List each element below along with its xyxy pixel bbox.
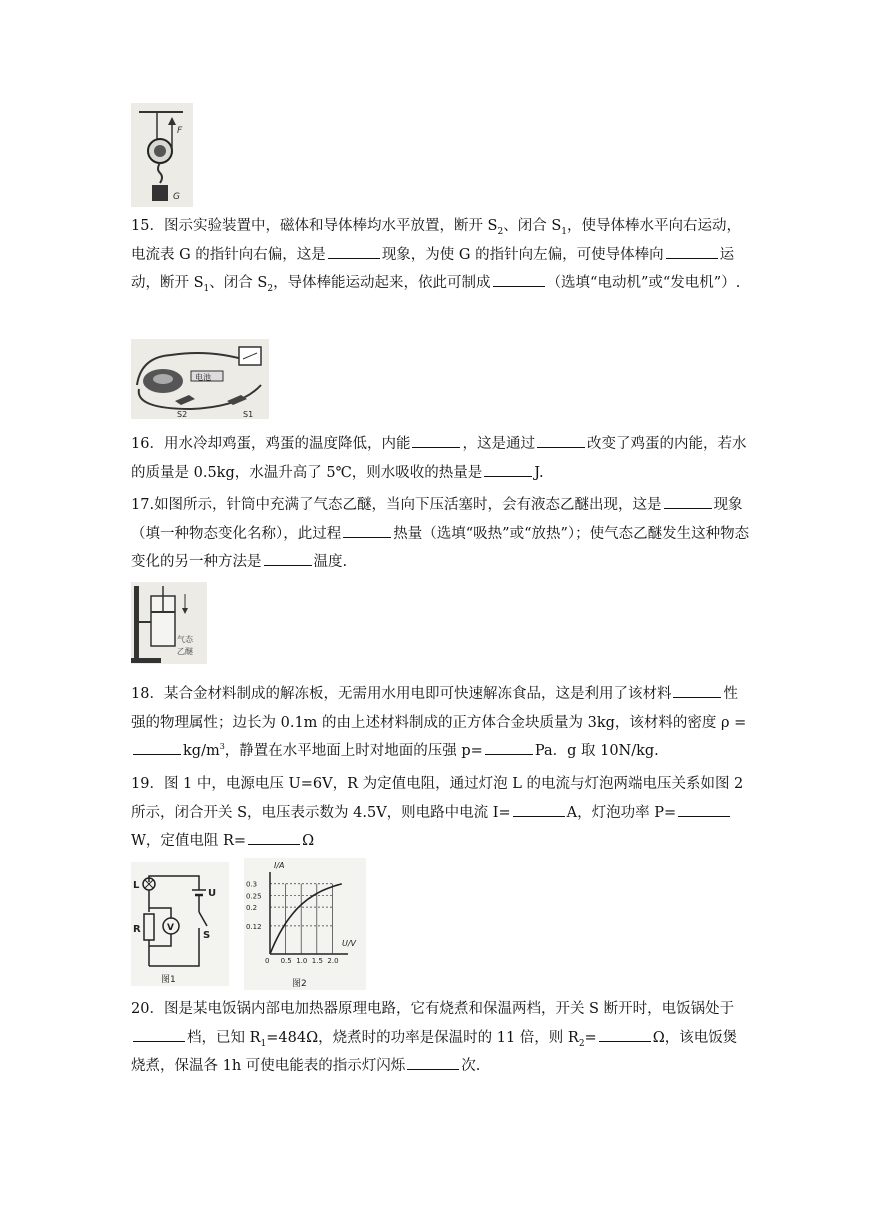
question-17: 17.如图所示，针筒中充满了气态乙醚，当向下压活塞时，会有液态乙醚出现，这是 现象（填一种物态变化名称），此过程 热量（选填“吸热”或“放热”）；使气态乙醚发生这种物态变化的另一种方法是 温度. [131,491,751,577]
y-tick-label: 0.2 [246,904,258,913]
question-number: 15． [131,218,164,234]
answer-blank[interactable] [484,461,532,477]
battery-label: 电池 [195,373,211,382]
x-tick-label: 2.0 [327,957,339,965]
question-16: 16．用水冷却鸡蛋，鸡蛋的温度降低，内能 ，这是通过 改变了鸡蛋的内能，若水的质量是 0.5kg，水温升高了 5℃，则水吸收的热量是 J. [131,430,751,487]
answer-blank[interactable] [664,493,712,509]
y-tick-label: 0.3 [246,880,258,889]
answer-blank[interactable] [328,243,380,259]
answer-blank[interactable] [264,550,312,566]
answer-blank[interactable] [599,1026,651,1042]
x-tick-label: 1.0 [296,957,308,965]
answer-blank[interactable] [412,432,460,448]
induction-setup-figure [131,339,269,419]
y-axis-label: I/A [274,861,285,870]
switch-s2-label: S2 [177,410,188,419]
x-tick-label: 1.5 [311,957,323,965]
gas-label: 气态 [177,635,193,644]
switch-label: S [203,930,211,941]
syringe-figure [131,582,207,664]
force-label: F [177,126,183,136]
answer-blank[interactable] [513,801,565,817]
answer-blank[interactable] [248,829,300,845]
answer-blank[interactable] [673,682,721,698]
answer-blank[interactable] [133,739,181,755]
weight-label: G [173,192,180,202]
circuit-figure [131,862,229,986]
question-15: 15．图示实验装置中，磁体和导体棒均水平放置，断开 $S_2$、闭合 $S_1$，使导体棒水平向右运动，电流表 G 的指针向右偏，这是 现象，为使 G 的指针向左偏，可使导体棒向 运动，断开 $S_1$、闭合 $S_2$，导体棒能运动起来，依此可制成 （选填“电动机”或“发电机”）. [131,218,742,294]
y-tick-label: 0.25 [246,892,262,901]
figure-2-caption: 图2 [292,979,307,989]
lamp-label: L [133,880,140,891]
answer-blank[interactable] [407,1054,459,1070]
iv-graph-figure [244,858,366,990]
question-19: 19．图 1 中，电源电压 U=6V，R 为定值电阻，通过灯泡 L 的电流与灯泡两端电压关系如图 2 所示，闭合开关 S，电压表示数为 4.5V，则电路中电流 I= A，灯泡功率 P=W，定值电阻 R= Ω [131,776,744,849]
ether-label: 乙醚 [177,647,193,656]
answer-blank[interactable] [666,243,718,259]
answer-blank[interactable] [537,432,585,448]
switch-s1-label: S1 [243,410,254,419]
x-tick-label: 0.5 [280,957,292,965]
question-18: 18．某合金材料制成的解冻板，无需用水用电即可快速解冻食品，这是利用了该材料 性强的物理属性；边长为 0.1m 的由上述材料制成的正方体合金块质量为 3kg，该材料的密度 $\rho =kg/m^3$，静置在水平地面上时对地面的压强 p= Pa．g 取 10N/kg. [131,680,751,766]
figure-1-caption: 图1 [161,975,176,985]
y-tick-label: 0.12 [246,922,262,931]
answer-blank[interactable] [678,801,730,817]
x-axis-label: U/V [342,939,357,948]
source-voltage-label: U [208,888,217,899]
voltmeter-label: V [167,923,174,933]
answer-blank[interactable] [485,739,533,755]
resistor-label: R [133,924,141,935]
answer-blank[interactable] [343,522,391,538]
question-20: 20．图是某电饭锅内部电加热器原理电路，它有烧煮和保温两档，开关 S 断开时，电饭锅处于档，已知 $R_1=484\Omega$，烧煮时的功率是保温时的 11 倍，则 $R_2= \Omega$，该电饭煲烧煮，保温各 1h 可使电能表的指示灯闪烁 次. [131,1001,738,1074]
pulley-figure [131,103,193,207]
answer-blank[interactable] [133,1026,185,1042]
iv-curve [270,884,342,954]
x-tick-label: 0 [265,957,270,965]
answer-blank[interactable] [493,271,545,287]
